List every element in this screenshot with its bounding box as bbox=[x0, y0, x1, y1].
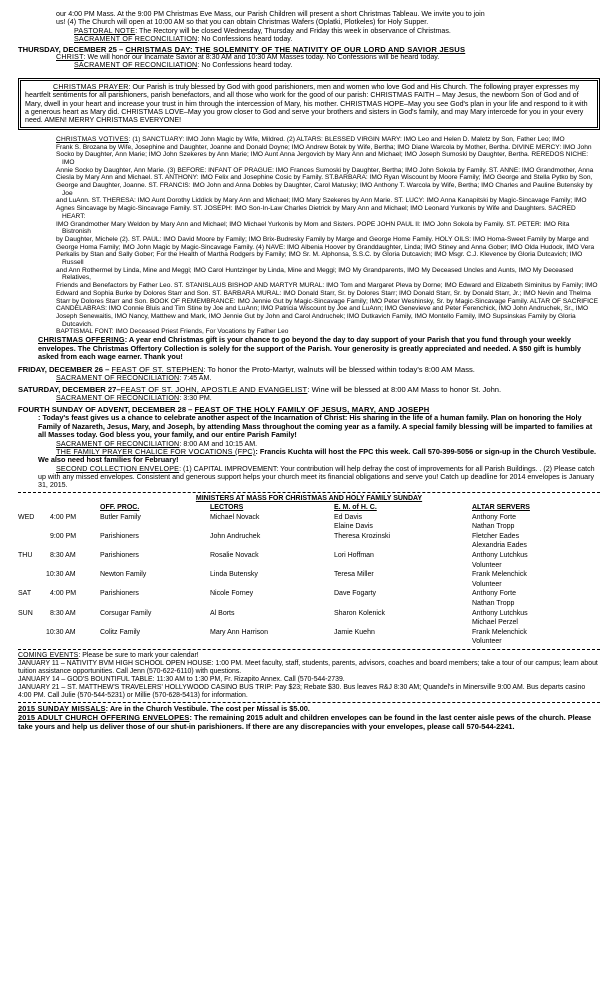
votive-line: and Ann Rothermel by Linda, Mine and Meggi; IMO Carol Huntzinger by Linda, Mine and Meggi; IMO My Grandparents, IMO My Deceased Uncles and Aunts, IMO My Deceased Relatives, bbox=[56, 266, 574, 282]
ministers-cell-day: THU bbox=[18, 551, 33, 559]
ministers-cell-servers: Anthony Forte Nathan Tropp bbox=[472, 513, 516, 531]
divider bbox=[18, 492, 600, 493]
votive-line: Agnes Sincavage by Magic-Sincavage Family. ST. JOSEPH: IMO Son-In-Law Charles Dietrick by Mary Ann and Michael; IMO Leonard Yurkonis by Wife and Daughters. SACRED HEART: bbox=[56, 205, 576, 220]
ministers-row bbox=[18, 551, 600, 570]
coming-events bbox=[18, 652, 600, 701]
ministers-cell-proc: Newton Family bbox=[100, 571, 147, 579]
ministers-cell-em: Theresa Krozinski bbox=[334, 532, 391, 540]
ministers-cell-lector: Michael Novack bbox=[210, 513, 260, 521]
sunday-text: : Today's feast gives us a chance to celebrate another aspect of the Incarnation of Christ: His sharing in the life of a human family. Plan on honoring the Holy Family of Nazareth, Jesus, Mary, and Joseph, by attending Mass throughout the coming year as a family. A special family blessing will be imparted to families at all Masses today. God bless you, your family, and our entire Parish Family! bbox=[38, 413, 593, 440]
ministers-cell-time: 10:30 AM bbox=[46, 571, 76, 579]
intro-reconciliation: SACRAMENT OF RECONCILIATION: No Confessions heard today. bbox=[74, 34, 293, 43]
ministers-cell-em: Jamie Kuehn bbox=[334, 628, 375, 636]
christmas-votives bbox=[18, 136, 600, 336]
ministers-cell-proc: Corsugar Family bbox=[100, 609, 152, 617]
ministers-cell-day: SAT bbox=[18, 590, 32, 598]
friday-reconciliation: SACRAMENT OF RECONCILIATION: 7:45 AM. bbox=[56, 373, 212, 382]
christmas-prayer: CHRISTMAS PRAYER: Our Parish is truly blessed by God with good parishioners, men and women who love God and His Church. The following prayer expresses my heartfelt sentiments for all parishioners, parish benefactors, and all those who work for the good of our parish: CHRISTMAS FAITH – May Jesus, the newborn Son of God and of Mary, dwell in your heart and increase your trust in him through the intercession of Mary, his mother. CHRISTMAS HOPE–May you see God's plan in your life and respond to it with a generous heart as Mary did. CHRISTMAS LOVE–May you grow closer to God and serve your brothers and sisters in God's family, and may Mary intercede for you in your every need. AMEN! MERRY CHRISTMAS EVERYONE! bbox=[25, 82, 588, 125]
pastoral-note: PASTORAL NOTE: The Rectory will be closed Wednesday, Thursday and Friday this week in observance of Christmas. bbox=[74, 26, 451, 35]
ministers-table bbox=[18, 503, 600, 647]
votive-line: Socko by Daughter, Ann Marie; IMO John Szekeres by Ann Marie; IMO Aunt Anna Jergovich by Mary Ann and Michael; IMO Joseph Sumoski by Daughter, Bertha. REREDOS NICHE: IMO bbox=[56, 151, 589, 166]
ministers-cell-servers: Anthony Forte Nathan Tropp bbox=[472, 590, 516, 607]
friday-heading: FRIDAY, DECEMBER 26 – FEAST OF ST. STEPHEN: To honor the Proto-Martyr, walnuts will be blessed within today's 8:00 AM Mass. bbox=[18, 364, 475, 374]
votive-line: by Daughter, Michele (2). ST. PAUL: IMO David Moore by Family; IMO Brix-Budresky Family by Marge and George Home Family. HOLY OILS: IMO Homa-Sweet Family by Marge and bbox=[56, 235, 589, 243]
ministers-cell-servers: Anthony Lutchkus Volunteer bbox=[472, 551, 528, 569]
saturday-heading: SATURDAY, DECEMBER 27–FEAST OF ST. JOHN, APOSTLE AND EVANGELIST: Wine will be blessed at 8:00 AM Mass to honor St. John. bbox=[18, 385, 502, 395]
ministers-cell-servers: Frank Melenchick Volunteer bbox=[472, 571, 527, 588]
ministers-cell-day bbox=[18, 532, 46, 551]
christmas-offering: CHRISTMAS OFFERING: A year end Christmas gift is your chance to go beyond the day to day support of your Parish that you fund through your weekly envelopes. The Christmas Offertory Collection is solely for the support of the Parish. Your generosity is greatly appreciated and needed. A $50 gift is humbly asked from each wage earner. Thank you! bbox=[38, 335, 581, 362]
votive-line: Starr by Dolores Starr and Son. BOOK OF REMEMBRANCE: IMO Jennie Gut by Magic-Sincavage Family; IMO Peter Weshinsky, Sr. by Magic-Sincavage Family. ALTAR OF SACRIFICE bbox=[56, 297, 599, 305]
ministers-cell-em: Ed Davis Elaine Davis bbox=[334, 513, 373, 531]
votive-line: CANDELABRAS: IMO Connie Bluis and Tim Stine by Joe and LuAnn; IMO Patricia Wiscount by Joe and LuAnn; IMO Genevieve and Peter Ferenchick, IMO John Andruchek, Sr., IMO bbox=[56, 305, 589, 313]
intro-line-2: us! (4) The Church will open at 10:00 AM so that you can obtain Christmas Wafers (Oplatki, Plotkeles) for Holy Supper. bbox=[56, 18, 429, 27]
votive-line: IMO Grandmother Mary Weldon by Mary Ann and Michael; IMO Michael Yurkonis by Mom and Sisters. POPE JOHN PAUL II: IMO John Sokola by Family. ST. PETER: IMO Rita Bistronish bbox=[56, 220, 570, 236]
ministers-cell-lector: Mary Ann Harrison bbox=[210, 628, 268, 636]
offering-envelopes: 2015 ADULT CHURCH OFFERING ENVELOPES: The remaining 2015 adult and children envelopes can be found in the last center aisle pews of the church. Please take yours and help us deliver those of our shut-in parishioners. If there are any discrepancies with your envelopes, please call 570-544-2241. bbox=[18, 713, 592, 731]
votive-line: Ciesla by Mary Ann and Michael. ST. ANTHONY: IMO Felix and Josephine Cosic by Family. ST.BARBARA: IMO Ryan Wiscount by Moore Family; IMO George and Stella Pytko by Son, bbox=[56, 174, 593, 182]
sunday-heading: FOURTH SUNDAY OF ADVENT, DECEMBER 28 – FEAST OF THE HOLY FAMILY OF JESUS, MARY, AND JOSEPH bbox=[18, 405, 430, 415]
ministers-cell-em: Lori Hoffman bbox=[334, 551, 374, 559]
ministers-cell-time: 10:30 AM bbox=[46, 628, 76, 636]
col-header-lectors: LECTORS bbox=[210, 503, 244, 511]
event-item: JANUARY 21 – ST. MATTHEW'S TRAVELERS' HOLLYWOOD CASINO BUS TRIP: Pay $23; Rebate $30. Bus leaves R&J 8:30 AM; Quandel's in Minersville 9:00 AM. Bus departs casino 4:00 PM. Call Julie (570-544-5231) or Millie (570-628-5413) for information. bbox=[18, 684, 586, 700]
ministers-cell-proc: Colitz Family bbox=[100, 628, 141, 636]
ministers-cell-day bbox=[18, 628, 46, 647]
ministers-cell-lector: Al Borts bbox=[210, 609, 235, 617]
ministers-cell-lector: Rosalie Novack bbox=[210, 551, 259, 559]
ministers-cell-time: 9:00 PM bbox=[50, 532, 77, 540]
ministers-cell-proc: Parishioners bbox=[100, 532, 139, 540]
votive-line: Edward and Sophia Burke by Dolores Starr and Son. ST. BARBARA MURAL: IMO Donald Starr, Sr. by Dolores Starr; IMO Donald Starr, Sr. by Donald Starr, Jr.; IMO Nevin and Thelma bbox=[56, 289, 591, 297]
sunday-reconciliation: SACRAMENT OF RECONCILIATION: 8:00 AM and 10:15 AM. bbox=[56, 439, 258, 448]
ministers-cell-time: 4:00 PM bbox=[50, 590, 77, 598]
ministers-cell-servers: Frank Melenchick Volunteer bbox=[472, 628, 527, 646]
ministers-cell-time: 8:30 AM bbox=[50, 609, 76, 617]
intro-line-1: our 4:00 PM Mass. At the 9:00 PM Christmas Eve Mass, our Parish Children will present a short Christmas Tableau. We invite you to join bbox=[56, 10, 485, 18]
col-header-em: E. M. of H. C. bbox=[334, 503, 377, 511]
votive-line: and LuAnn. ST. THERESA: IMO Aunt Dorothy Liddick by Mary Ann and Michael; IMO Mary Szekeres by Ann Marie. ST. LUCY: IMO Anna Kanapitski by Magic-Sincavage Family; IMO bbox=[56, 197, 587, 205]
ministers-cell-servers: Fletcher Eades Alexandria Eades bbox=[472, 532, 527, 550]
ministers-cell-proc: Parishioners bbox=[100, 551, 139, 559]
bulletin-page bbox=[18, 10, 600, 731]
ministers-cell-day bbox=[18, 570, 46, 589]
events-intro: COMING EVENTS: Please be sure to mark your calendar! bbox=[18, 651, 199, 659]
event-item: JANUARY 11 – NATIVITY BVM HIGH SCHOOL OPEN HOUSE: 1:00 PM. Meet faculty, staff, students, parents, advisors, coaches and board members; take a tour of our campus; learn about tuition assistance opportunities. Call Jenn (570-622-6110) with questions. bbox=[18, 659, 598, 676]
ministers-title: MINISTERS AT MASS FOR CHRISTMAS AND HOLY FAMILY SUNDAY bbox=[195, 494, 423, 502]
christmas-prayer-box bbox=[18, 78, 600, 130]
ministers-row bbox=[18, 532, 600, 551]
ministers-cell-em: Sharon Kolenick bbox=[334, 609, 385, 617]
family-prayer-chalice: THE FAMILY PRAYER CHALICE FOR VOCATIONS (FPC): Francis Kuchta will host the FPC this week. Call 570-399-5056 or sign-up in the Church Vestibule. We also need host families for February! bbox=[38, 446, 597, 465]
thursday-reconciliation: SACRAMENT OF RECONCILIATION: No Confessions heard today. bbox=[74, 61, 293, 70]
divider bbox=[18, 702, 600, 703]
votive-line: George and Daughter, Joanne. ST. FRANCIS: IMO John and Anna Dobles by Daughter, Carol Matusky; IMO Anthony T. Warcola by Wife, Bertha; IMO Charles and Pauline Butensky by Joe bbox=[56, 182, 593, 197]
votive-line: Joseph Senewaitis, IMO Nancy, Matthew and Mark, IMO Jennie Gut by John and Carol Andruchek; IMO Dutkavich Family, IMO Montello Family, IMO Supsinskas Family by Gloria Dutcavich. bbox=[56, 312, 576, 328]
votive-line: Frank S. Brozana by Wife, Josephine and Daughter, Joanne and Donald Doyne; IMO Andrew Botek by Wife, Bertha; IMO Diane Warcola by Mother, Bertha. DIVINE MERCY: IMO John bbox=[56, 143, 592, 151]
ministers-cell-time: 8:30 AM bbox=[50, 551, 76, 559]
votive-line: BAPTISMAL FONT: IMO Deceased Priest Friends, For Vocations by Father Leo bbox=[56, 328, 289, 336]
pastoral-note-label: PASTORAL NOTE bbox=[74, 26, 136, 35]
ministers-row bbox=[18, 609, 600, 628]
ministers-cell-em: Teresa Miller bbox=[334, 571, 374, 579]
ministers-header-row bbox=[18, 503, 600, 513]
col-header-servers: ALTAR SERVERS bbox=[472, 503, 530, 511]
ministers-cell-lector: John Andruchek bbox=[210, 532, 261, 540]
ministers-cell-day: WED bbox=[18, 513, 35, 521]
thursday-text: CHRIST: We will honor our Incarnate Savior at 8:30 AM and 10:30 AM Masses today. No Confessions will be heard today. bbox=[56, 53, 440, 62]
votive-line: George Homa Family; IMO John Magic by Magic-Sincavage Family. (4) NAVE: IMO Albenia Hoover by Granddaughter, Linda; IMO Stiney and Anna Gober; IMO Olda Hudock, IMO Vera bbox=[56, 243, 595, 251]
saturday-reconciliation: SACRAMENT OF RECONCILIATION: 3:30 PM. bbox=[56, 394, 212, 403]
event-item: JANUARY 14 – GOD'S BOUNTIFUL TABLE: 11:30 AM to 1:30 PM, Fr. Rizapito Annex. Call (570-544-2739. bbox=[18, 676, 345, 684]
votive-line: Perkalis by Stan and Sally Gober; For the Health of Martha Rodgers by Family; IMO Sr. M. Alphonsa, S.S.C. by Gloria Dutcavich; IMO Msgr. C.J. Klevence by Gloria Dutcavich; IMO Russell bbox=[56, 251, 583, 267]
ministers-cell-day: SUN bbox=[18, 609, 33, 617]
ministers-cell-time: 4:00 PM bbox=[50, 513, 77, 521]
votive-line: Friends and Benefactors by Father Leo. ST. STANISLAUS BISHOP AND MARTYR MURAL: IMO Tom and Margaret Pleva by Dorne; IMO Edward and Elizabeth Siminitus by Family; IMO bbox=[56, 282, 598, 290]
ministers-cell-lector: Nicole Forney bbox=[210, 590, 254, 598]
ministers-row bbox=[18, 589, 600, 608]
ministers-cell-proc: Butler Family bbox=[100, 513, 141, 521]
ministers-row bbox=[18, 513, 600, 532]
second-collection: SECOND COLLECTION ENVELOPE: (1) CAPITAL IMPROVEMENT: Your contribution will help defray the cost of improvements for all Parish Buildings. . (2) Please catch up with any missed envelopes. Consistent and generous support helps your church meet its financial obligations and serve you! Catch up deadline for 2014 envelopes is January 31, 2015. bbox=[38, 464, 595, 490]
thursday-heading: THURSDAY, DECEMBER 25 – CHRISTMAS DAY: THE SOLEMNITY OF THE NATIVITY OF OUR LORD AND SAVIOR JESUS bbox=[18, 45, 466, 55]
ministers-cell-em: Dave Fogarty bbox=[334, 590, 377, 598]
ministers-row bbox=[18, 570, 600, 589]
ministers-cell-lector: Linda Butensky bbox=[210, 571, 258, 579]
divider bbox=[18, 649, 600, 650]
votive-line: Annie Socko by Daughter, Ann Marie. (3) BEFORE: INFANT OF PRAGUE: IMO Frances Sumoski by Daughter, Bertha; IMO John Sokola by Family. ST. ANNE: IMO Grandmother, Anna bbox=[56, 166, 594, 174]
ministers-cell-servers: Anthony Lutchkus Michael Perzel bbox=[472, 609, 528, 627]
ministers-row bbox=[18, 628, 600, 647]
ministers-cell-proc: Parishioners bbox=[100, 590, 139, 598]
sunday-missals: 2015 SUNDAY MISSALS: Are in the Church Vestibule. The cost per Missal is $5.00. bbox=[18, 704, 310, 714]
col-header-proc: OFF. PROC. bbox=[100, 503, 140, 511]
votive-line: CHRISTMAS VOTIVES: (1) SANCTUARY: IMO John Magic by Wife, Mildred. (2) ALTARS: BLESSED VIRGIN MARY: IMO Leo and Helen D. Maletz by Son, Father Leo; IMO bbox=[56, 135, 565, 143]
